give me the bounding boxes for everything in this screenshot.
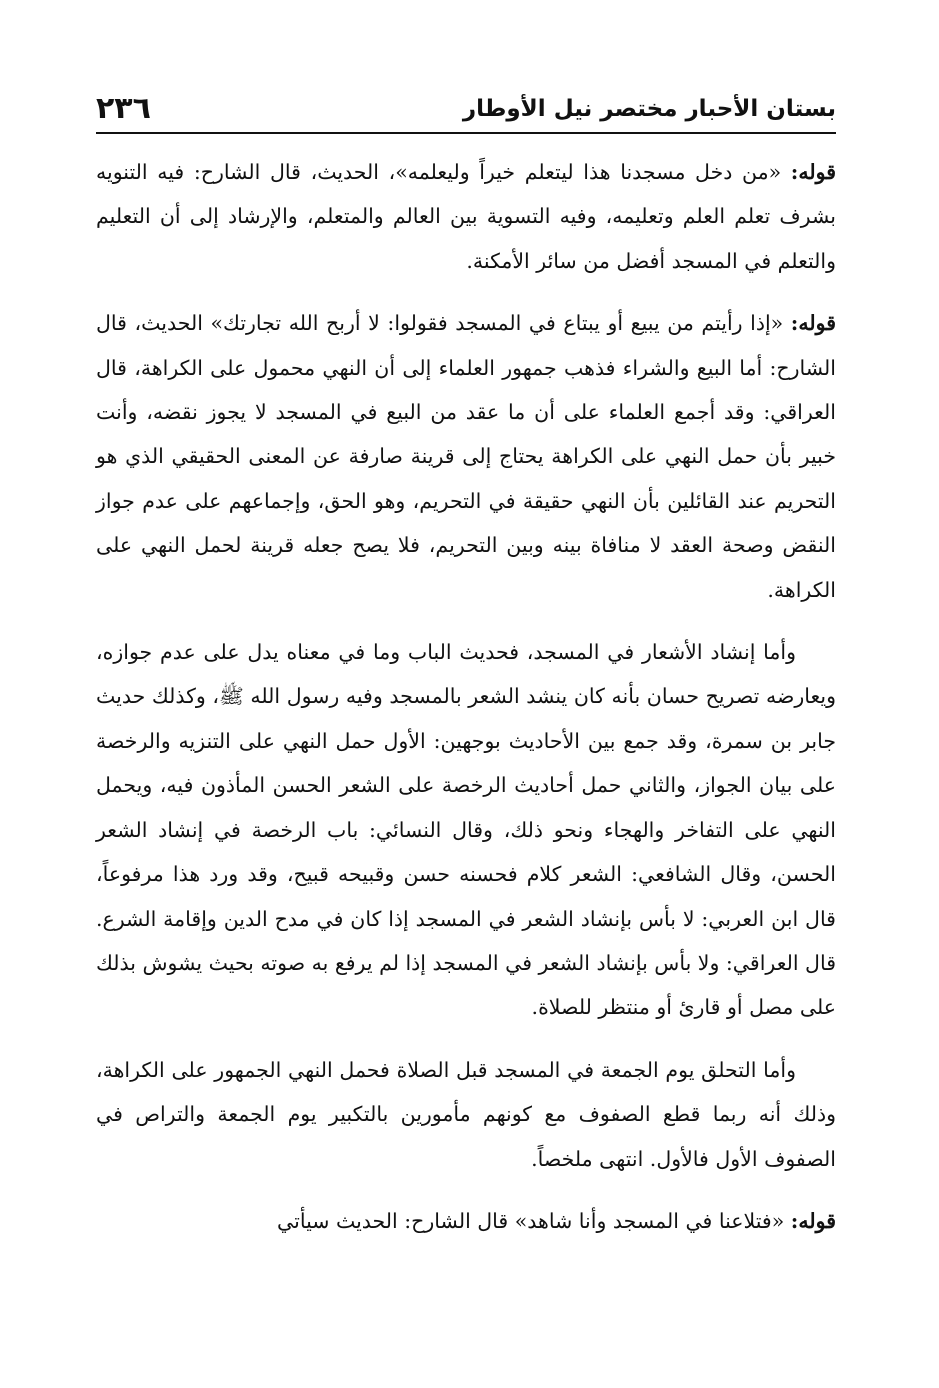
paragraph-text: «إذا رأيتم من يبيع أو يبتاع في المسجد فقولوا: لا أربح الله تجارتك» الحديث، قال الشارح: أما البيع والشراء فذهب جمهور العلماء إلى أن النهي محمول على الكراهة، قال العراقي: وقد أجمع العلماء على أن ما عقد من البيع في المسجد لا يجوز نقضه، وأنت خبير بأن حمل النهي على الكراهة يحتاج إلى قرينة صارفة عن المعنى الحقيقي الذي هو التحريم عند القائلين بأن النهي حقيقة في التحريم، وهو الحق، وإجماعهم على عدم جواز النقض وصحة العقد لا منافاة بينه وبين التحريم، فلا يصح جعله قرينة لحمل النهي على الكراهة.	[96, 311, 836, 602]
paragraph-1	[96, 150, 836, 283]
paragraph-4	[96, 1048, 836, 1181]
qawluh-label: قوله:	[790, 1208, 836, 1233]
paragraph-2	[96, 301, 836, 612]
paragraph-5	[96, 1199, 836, 1243]
paragraph-text: «من دخل مسجدنا هذا ليتعلم خيراً وليعلمه»، الحديث، قال الشارح: فيه التنويه بشرف تعلم العلم وتعليمه، وفيه التسوية بين العالم والمتعلم، والإرشاد إلى أن التعليم والتعلم في المسجد أفضل من سائر الأمكنة.	[96, 160, 836, 273]
paragraph-text: «فتلاعنا في المسجد وأنا شاهد» قال الشارح: الحديث سيأتي	[277, 1208, 791, 1233]
running-title: بستان الأحبار مختصر نيل الأوطار	[462, 96, 836, 122]
page-header	[96, 84, 836, 128]
page-number: ٢٣٦	[96, 91, 151, 126]
paragraph-3	[96, 630, 836, 1030]
qawluh-label: قوله:	[790, 311, 836, 336]
header-rule	[96, 132, 836, 134]
paragraph-text: وأما التحلق يوم الجمعة في المسجد قبل الصلاة فحمل النهي الجمهور على الكراهة، وذلك أنه ربما قطع الصفوف مع كونهم مأمورين بالتكبير يوم الجمعة والتراص في الصفوف الأول فالأول. انتهى ملخصاً.	[96, 1057, 836, 1171]
qawluh-label: قوله:	[790, 160, 836, 184]
paragraph-text: وأما إنشاد الأشعار في المسجد، فحديث الباب وما في معناه يدل على عدم جوازه، ويعارضه تصريح حسان بأنه كان ينشد الشعر بالمسجد وفيه رسول الله ﷺ، وكذلك حديث جابر بن سمرة، وقد جمع بين الأحاديث بوجهين: الأول حمل النهي على التنزيه والرخصة على بيان الجواز، والثاني حمل أحاديث الرخصة على الشعر الحسن المأذون فيه، ويحمل النهي على التفاخر والهجاء ونحو ذلك، وقال النسائي: باب الرخصة في إنشاد الشعر الحسن، وقال الشافعي: الشعر كلام فحسنه حسن وقبيحه قبيح، وقد ورد هذا مرفوعاً، قال ابن العربي: لا بأس بإنشاد الشعر في المسجد إذا كان في مدح الدين وإقامة الشرع. قال العراقي: ولا بأس بإنشاد الشعر في المسجد إذا لم يرفع به صوته بحيث يشوش بذلك على مصل أو قارئ أو منتظر للصلاة.	[96, 640, 836, 1020]
page-body	[96, 150, 836, 1261]
